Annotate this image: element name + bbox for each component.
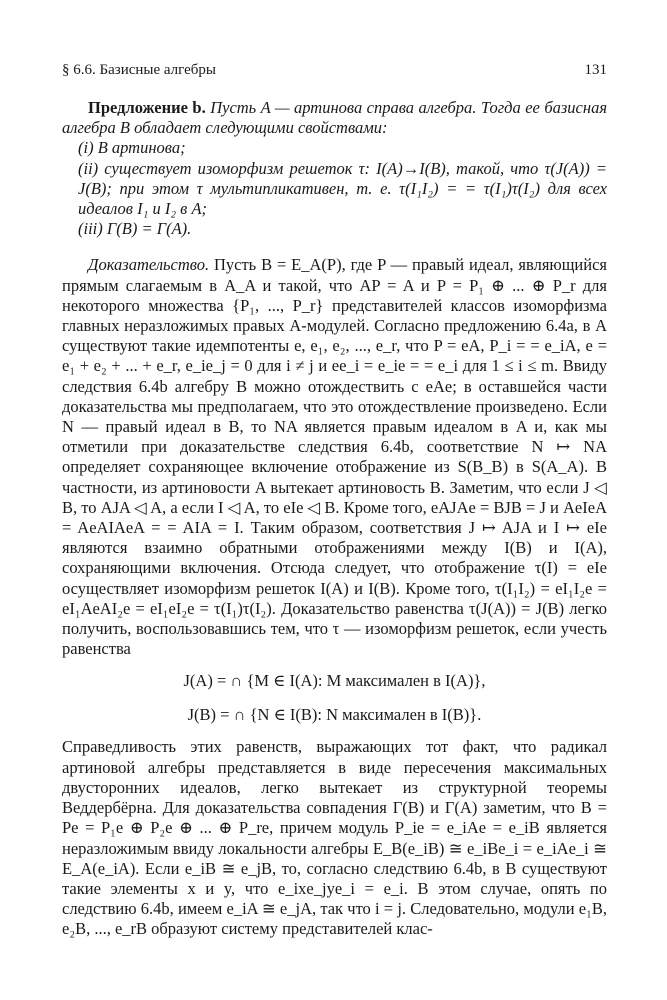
proposition-item-1: (i) B артинова; [78,138,186,158]
proposition-title: Предложение b. [88,98,206,117]
running-header [62,62,607,79]
proposition-item-3: (iii) Γ(B) = Γ(A). [78,219,192,239]
formula-radical-a: J(A) = ∩ {M ∈ I(A): M максимален в I(A)}, [183,671,486,691]
proposition-text: Пусть A — артинова справа алгебра. Тогда ее базисная алгебра B обладает следующими свойствами: [62,98,607,138]
spacer [62,239,607,255]
proposition-item-2: (ii) существует изоморфизм решеток τ: I(A)→I(B), такой, что τ(J(A)) = J(B); при этом τ мультипликативен, т. е. τ(I₁I₂) = = τ(I₁)τ(I₂) для всех идеалов I₁ и I₂ в A; [78,158,607,219]
page-number: 131 [584,62,607,78]
proof-label: Доказательство. [88,255,210,275]
section-title: § 6.6. Базисные алгебры [62,62,216,78]
page-body [62,98,607,940]
proof-paragraph-1 [62,255,607,659]
proof-text-1: Пусть B = E_A(P), где P — правый идеал, являющийся прямым слагаемым в A_A и такой, что AP = A и P = P₁ ⊕ ... ⊕ P_r для некоторого множества {P₁, ..., P_r} представителей классов изоморфизма главных неразложимых правых A-модулей. Согласно предложению 6.4a, в A существуют такие идемпотенты e, e₁, e₂, ..., e_r, что P = eA, P_i = = e_iA, e = e₁ + e₂ + ... + e_r, e_ie_j = 0 для i ≠ j и ee_i = e_ie = = e_i для 1 ≤ i ≤ m. Ввиду следствия 6.4b алгебру B можно отождествить с eAe; в оставшейся части доказательства мы предполагаем, что это отождествление произведено. Если N — правый идеал в B, то NA является правым идеалом в A и, как мы отметили при доказательстве следствия 6.4b, соответствие N ↦ NA определяет сохраняющее включение отображение из S(B_B) в S(A_A). В частности, из артиновости A вытекает артиновость B. Заметим, что если J ◁ B, то AJA ◁ A, а если I ◁ A, то eIe ◁ B. Кроме того, eAJAe = BJB = J и AeIeA = AeAIAeA = = AIA = I. Таким образом, соответствия J ↦ AJA и I ↦ eIe являются взаимно обратными отображениями между I(B) и I(A), сохраняющими включения. Отсюда следует, что отображение τ(I) = eIe осуществляет изоморфизм решеток I(A) и I(B). Кроме того, τ(I₁I₂) = eI₁I₂e = eI₁AeAI₂e = eI₁eI₂e = τ(I₁)τ(I₂). Доказательство равенства τ(J(A)) = J(B) легко получить, воспользовавшись тем, что τ — изоморфизм решеток, если учесть равенства [62,255,608,659]
proposition-statement [62,98,607,138]
formula-radical-b: J(B) = ∩ {N ∈ I(B): N максимален в I(B)}. [187,705,482,725]
proof-paragraph-2: Справедливость этих равенств, выражающих тот факт, что радикал артиновой алгебры представляется в виде пересечения максимальных двусторонних идеалов, легко вытекает из структурной теоремы Веддербёрна. Для доказательства совпадения Γ(B) и Γ(A) заметим, что B = Pe = P₁e ⊕ P₂e ⊕ ... ⊕ P_re, причем модуль P_ie = e_iAe = e_iB является неразложимым ввиду локальности алгебры E_B(e_iB) ≅ e_iBe_i = e_iAe_i ≅ E_A(e_iA). Если e_iB ≅ e_jB, то, согласно следствию 6.4b, в B существуют такие элементы x и y, что e_ixe_jye_i = e_i. В этом случае, опять по следствию 6.4b, имеем e_iA ≅ e_jA, так что i = j. Следовательно, модули e₁B, e₂B, ..., e_rB образуют систему представителей клас- [62,737,607,939]
